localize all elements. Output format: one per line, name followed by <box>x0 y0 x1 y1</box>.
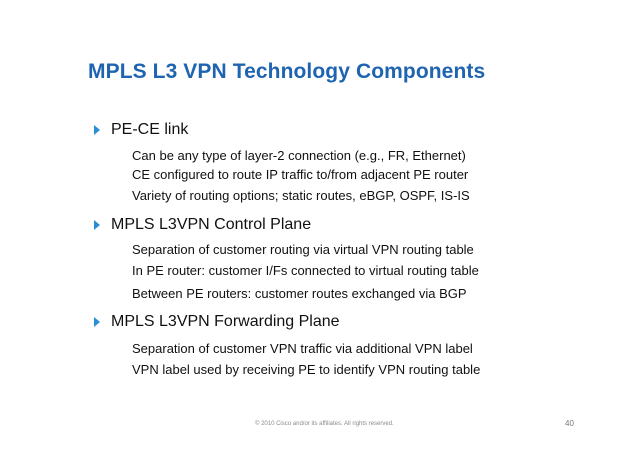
bullet-label: MPLS L3VPN Forwarding Plane <box>111 313 340 330</box>
bullet-marker-icon <box>94 125 100 135</box>
sub-item: In PE router: customer I/Fs connected to virtual routing table <box>132 263 479 278</box>
sub-item: Variety of routing options; static routes, eBGP, OSPF, IS-IS <box>132 188 470 203</box>
bullet-label: PE-CE link <box>111 121 189 138</box>
sub-item: Can be any type of layer-2 connection (e.g., FR, Ethernet) <box>132 148 466 163</box>
bullet-marker-icon <box>94 220 100 230</box>
bullet-control-plane <box>94 216 311 234</box>
bullet-forwarding-plane <box>94 313 340 331</box>
sub-item: VPN label used by receiving PE to identify VPN routing table <box>132 362 481 377</box>
sub-item: Separation of customer VPN traffic via additional VPN label <box>132 341 473 356</box>
slide-title: MPLS L3 VPN Technology Components <box>88 60 486 83</box>
bullet-pe-ce-link <box>94 121 188 139</box>
copyright-footer: © 2010 Cisco and/or its affiliates. All rights reserved. <box>255 421 394 427</box>
sub-item: CE configured to route IP traffic to/from adjacent PE router <box>132 167 469 182</box>
bullet-label: MPLS L3VPN Control Plane <box>111 216 312 233</box>
sub-item: Separation of customer routing via virtual VPN routing table <box>132 242 474 257</box>
page-number: 40 <box>565 419 574 428</box>
bullet-marker-icon <box>94 317 100 327</box>
sub-item: Between PE routers: customer routes exchanged via BGP <box>132 286 467 301</box>
